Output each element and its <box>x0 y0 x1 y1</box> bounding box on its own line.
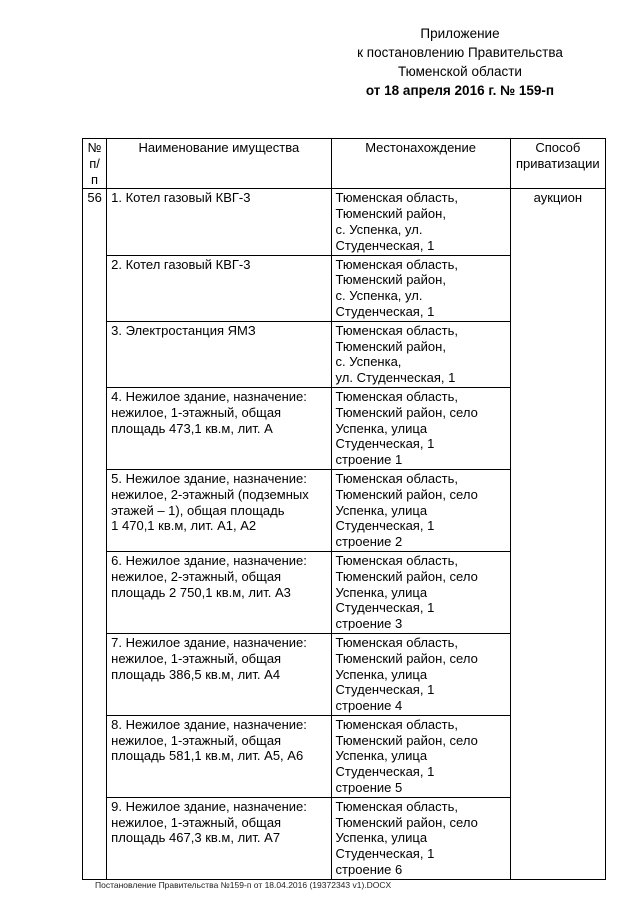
property-table <box>82 138 606 880</box>
property-name-cell: 5. Нежилое здание, назначение: нежилое, 2-этажный (подземных этажей – 1), общая площадь 1 470,1 кв.м, лит. А1, А2 <box>107 469 331 551</box>
property-name-cell: 8. Нежилое здание, назначение: нежилое, 1-этажный, общая площадь 581,1 кв.м, лит. А5, А6 <box>107 715 331 797</box>
appendix-date-number: от 18 апреля 2016 г. № 159-п <box>365 83 555 98</box>
property-location-cell: Тюменская область, Тюменский район, село Успенка, улица Студенческая, 1 строение 4 <box>331 633 510 715</box>
property-location-cell: Тюменская область, Тюменский район, с. Успенка, ул. Студенческая, 1 <box>331 255 510 321</box>
document-footer: Постановление Правительства №159-п от 18.04.2016 (19372343 v1).DOCX <box>95 880 392 890</box>
property-location-cell: Тюменская область, Тюменский район, село Успенка, улица Студенческая, 1 строение 3 <box>331 551 510 633</box>
table-row <box>83 189 606 255</box>
property-location-cell: Тюменская область, Тюменский район, с. Успенка, ул. Студенческая, 1 <box>331 189 510 255</box>
table-header-row <box>83 139 606 189</box>
column-header-name: Наименование имущества <box>107 139 331 189</box>
appendix-subtitle-2: Тюменской области <box>398 64 522 79</box>
property-name-cell: 6. Нежилое здание, назначение: нежилое, 2-этажный, общая площадь 2 750,1 кв.м, лит. А3 <box>107 551 331 633</box>
property-location-cell: Тюменская область, Тюменский район, село Успенка, улица Студенческая, 1 строение 2 <box>331 469 510 551</box>
privatization-method-cell: аукцион <box>510 189 605 879</box>
column-header-number: № п/п <box>83 139 107 189</box>
property-location-cell: Тюменская область, Тюменский район, село Успенка, улица Студенческая, 1 строение 6 <box>331 797 510 879</box>
property-name-cell: 2. Котел газовый КВГ-3 <box>107 255 331 321</box>
appendix-title: Приложение <box>420 26 500 41</box>
property-name-cell: 4. Нежилое здание, назначение: нежилое, 1-этажный, общая площадь 473,1 кв.м, лит. А <box>107 387 331 469</box>
appendix-subtitle-1: к постановлению Правительства <box>357 45 563 60</box>
row-number-cell: 56 <box>83 189 107 879</box>
property-location-cell: Тюменская область, Тюменский район, село Успенка, улица Студенческая, 1 строение 1 <box>331 387 510 469</box>
property-name-cell: 1. Котел газовый КВГ-3 <box>107 189 331 255</box>
property-location-cell: Тюменская область, Тюменский район, село Успенка, улица Студенческая, 1 строение 5 <box>331 715 510 797</box>
column-header-location: Местонахождение <box>331 139 510 189</box>
column-header-method: Способ приватизации <box>510 139 605 189</box>
property-location-cell: Тюменская область, Тюменский район, с. Успенка, ул. Студенческая, 1 <box>331 321 510 387</box>
property-name-cell: 9. Нежилое здание, назначение: нежилое, 1-этажный, общая площадь 467,3 кв.м, лит. А7 <box>107 797 331 879</box>
property-name-cell: 7. Нежилое здание, назначение: нежилое, 1-этажный, общая площадь 386,5 кв.м, лит. А4 <box>107 633 331 715</box>
appendix-header <box>330 24 590 100</box>
property-name-cell: 3. Электростанция ЯМЗ <box>107 321 331 387</box>
